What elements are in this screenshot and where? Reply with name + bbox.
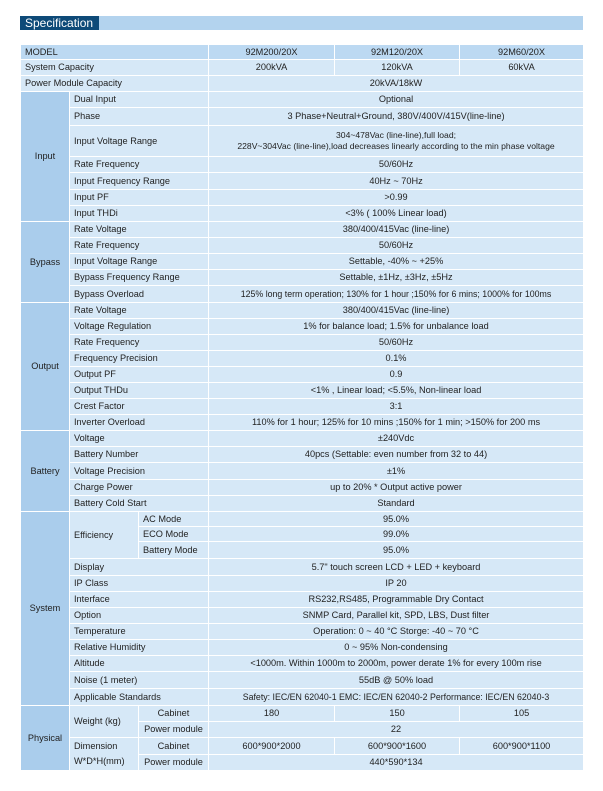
cell-value: 120kVA	[335, 60, 460, 76]
row-label: System Capacity	[21, 60, 209, 76]
row-label: Power Module Capacity	[21, 76, 209, 92]
sub-label: Power module	[139, 755, 209, 771]
row-label: Altitude	[70, 656, 209, 672]
cell-value: 600*900*2000	[209, 738, 335, 755]
cell-value: 99.0%	[209, 527, 584, 542]
cell-value: Standard	[209, 496, 584, 512]
row-label: Output THDu	[70, 383, 209, 399]
cell-value: ±240Vdc	[209, 431, 584, 447]
table-row	[21, 157, 584, 173]
row-label: Input Voltage Range	[70, 126, 209, 157]
cell-value: 55dB @ 50% load	[209, 672, 584, 689]
cell-value: SNMP Card, Parallel kit, SPD, LBS, Dust filter	[209, 608, 584, 624]
cell-value: Operation: 0 ~ 40 °C Storge: -40 ~ 70 °C	[209, 624, 584, 640]
cell-value: 40pcs (Settable: even number from 32 to 44)	[209, 447, 584, 463]
row-label: Relative Humidity	[70, 640, 209, 656]
table-row	[21, 738, 584, 755]
sub-label: AC Mode	[139, 512, 209, 527]
dimension-label-line: W*D*H(mm)	[74, 756, 125, 766]
efficiency-label: Efficiency	[70, 512, 139, 559]
table-row	[21, 415, 584, 431]
cell-value: RS232,RS485, Programmable Dry Contact	[209, 592, 584, 608]
cell-value: 440*590*134	[209, 755, 584, 771]
cell-value: 20kVA/18kW	[209, 76, 584, 92]
table-row	[21, 624, 584, 640]
table-row	[21, 431, 584, 447]
cell-value: 95.0%	[209, 542, 584, 559]
table-row	[21, 399, 584, 415]
cell-value: 600*900*1100	[460, 738, 584, 755]
section-title: Specification	[20, 16, 99, 30]
cell-value: Optional	[209, 92, 584, 108]
weight-label: Weight (kg)	[70, 706, 139, 738]
cell-value: 50/60Hz	[209, 335, 584, 351]
table-row	[21, 447, 584, 463]
cell-value	[209, 126, 584, 157]
value-line: 228V~304Vac (line-line),load decreases linearly according to the min phase voltage	[237, 141, 555, 151]
cell-value: IP 20	[209, 576, 584, 592]
table-row	[21, 512, 584, 527]
cell-value: <3% ( 100% Linear load)	[209, 206, 584, 222]
dimension-label-line: Dimension	[74, 741, 118, 751]
table-row	[21, 92, 584, 108]
cell-value: 0 ~ 95% Non-condensing	[209, 640, 584, 656]
row-label: Output PF	[70, 367, 209, 383]
table-row-system-capacity	[21, 60, 584, 76]
row-label: Bypass Frequency Range	[70, 270, 209, 286]
row-label: Inverter Overload	[70, 415, 209, 431]
section-label-system: System	[21, 512, 70, 706]
row-label: Option	[70, 608, 209, 624]
row-label: Rate Frequency	[70, 238, 209, 254]
cell-value: 1% for balance load; 1.5% for unbalance load	[209, 319, 584, 335]
row-label: Phase	[70, 108, 209, 126]
sub-label: Cabinet	[139, 738, 209, 755]
row-label: Input THDi	[70, 206, 209, 222]
cell-value: 600*900*1600	[335, 738, 460, 755]
cell-value: 105	[460, 706, 584, 722]
table-row	[21, 319, 584, 335]
cell-value: 0.1%	[209, 351, 584, 367]
table-row	[21, 173, 584, 190]
table-row	[21, 608, 584, 624]
table-row	[21, 206, 584, 222]
table-row	[21, 576, 584, 592]
table-row	[21, 496, 584, 512]
row-label: Frequency Precision	[70, 351, 209, 367]
row-label: Rate Voltage	[70, 222, 209, 238]
row-label: Rate Voltage	[70, 303, 209, 319]
table-row	[21, 335, 584, 351]
table-row	[21, 559, 584, 576]
row-label: Display	[70, 559, 209, 576]
cell-value: 200kVA	[209, 60, 335, 76]
table-row	[21, 592, 584, 608]
table-row	[21, 286, 584, 303]
table-row	[21, 689, 584, 706]
cell-value: 60kVA	[460, 60, 584, 76]
cell-value: 5.7" touch screen LCD + LED + keyboard	[209, 559, 584, 576]
cell-value: 95.0%	[209, 512, 584, 527]
cell-value: 50/60Hz	[209, 157, 584, 173]
table-row	[21, 706, 584, 722]
section-label-bypass: Bypass	[21, 222, 70, 303]
sub-label: ECO Mode	[139, 527, 209, 542]
model-label: MODEL	[21, 45, 209, 60]
model-name: 92M60/20X	[460, 45, 584, 60]
row-label: Charge Power	[70, 480, 209, 496]
cell-value: 180	[209, 706, 335, 722]
row-label: Input Frequency Range	[70, 173, 209, 190]
model-name: 92M120/20X	[335, 45, 460, 60]
table-row	[21, 222, 584, 238]
row-label: Applicable Standards	[70, 689, 209, 706]
table-row	[21, 190, 584, 206]
table-row	[21, 108, 584, 126]
table-row	[21, 270, 584, 286]
table-row	[21, 656, 584, 672]
sub-label: Power module	[139, 722, 209, 738]
section-label-output: Output	[21, 303, 70, 431]
cell-value: Safety: IEC/EN 62040-1 EMC: IEC/EN 62040-2 Performance: IEC/EN 62040-3	[209, 689, 584, 706]
value-line: 304~478Vac (line-line),full load;	[336, 130, 457, 140]
table-row-power-module-capacity	[21, 76, 584, 92]
specification-table	[20, 44, 584, 771]
row-label: Input Voltage Range	[70, 254, 209, 270]
model-name: 92M200/20X	[209, 45, 335, 60]
section-label-battery: Battery	[21, 431, 70, 512]
row-label: Interface	[70, 592, 209, 608]
row-label: Temperature	[70, 624, 209, 640]
table-row	[21, 480, 584, 496]
cell-value: 3:1	[209, 399, 584, 415]
cell-value: up to 20% * Output active power	[209, 480, 584, 496]
row-label: Voltage	[70, 431, 209, 447]
row-label: Dual Input	[70, 92, 209, 108]
table-row	[21, 303, 584, 319]
cell-value: 3 Phase+Neutral+Ground, 380V/400V/415V(line-line)	[209, 108, 584, 126]
row-label: Noise (1 meter)	[70, 672, 209, 689]
table-row	[21, 238, 584, 254]
cell-value: 110% for 1 hour; 125% for 10 mins ;150% for 1 min; >150% for 200 ms	[209, 415, 584, 431]
table-row	[21, 383, 584, 399]
cell-value: 125% long term operation; 130% for 1 hour ;150% for 6 mins; 1000% for 100ms	[209, 286, 584, 303]
section-label-physical: Physical	[21, 706, 70, 771]
row-label: Bypass Overload	[70, 286, 209, 303]
cell-value: ±1%	[209, 463, 584, 480]
row-label: Voltage Regulation	[70, 319, 209, 335]
cell-value: 150	[335, 706, 460, 722]
sub-label: Battery Mode	[139, 542, 209, 559]
cell-value: <1000m. Within 1000m to 2000m, power derate 1% for every 100m rise	[209, 656, 584, 672]
table-row	[21, 640, 584, 656]
cell-value: 380/400/415Vac (line-line)	[209, 222, 584, 238]
dimension-label	[70, 738, 139, 771]
row-label: Rate Frequency	[70, 157, 209, 173]
cell-value: Settable, ±1Hz, ±3Hz, ±5Hz	[209, 270, 584, 286]
cell-value: >0.99	[209, 190, 584, 206]
table-row	[21, 126, 584, 157]
table-row	[21, 463, 584, 480]
row-label: Rate Frequency	[70, 335, 209, 351]
row-label: Battery Cold Start	[70, 496, 209, 512]
table-row	[21, 351, 584, 367]
sub-label: Cabinet	[139, 706, 209, 722]
table-row-model	[21, 45, 584, 60]
table-row	[21, 672, 584, 689]
cell-value: 0.9	[209, 367, 584, 383]
row-label: IP Class	[70, 576, 209, 592]
row-label: Voltage Precision	[70, 463, 209, 480]
cell-value: Settable, -40% ~ +25%	[209, 254, 584, 270]
cell-value: 22	[209, 722, 584, 738]
cell-value: 50/60Hz	[209, 238, 584, 254]
row-label: Crest Factor	[70, 399, 209, 415]
section-label-input: Input	[21, 92, 70, 222]
cell-value: 380/400/415Vac (line-line)	[209, 303, 584, 319]
table-row	[21, 254, 584, 270]
cell-value: 40Hz ~ 70Hz	[209, 173, 584, 190]
row-label: Battery Number	[70, 447, 209, 463]
table-row	[21, 367, 584, 383]
row-label: Input PF	[70, 190, 209, 206]
cell-value: <1% , Linear load; <5.5%, Non-linear load	[209, 383, 584, 399]
section-header-bar	[20, 16, 583, 30]
